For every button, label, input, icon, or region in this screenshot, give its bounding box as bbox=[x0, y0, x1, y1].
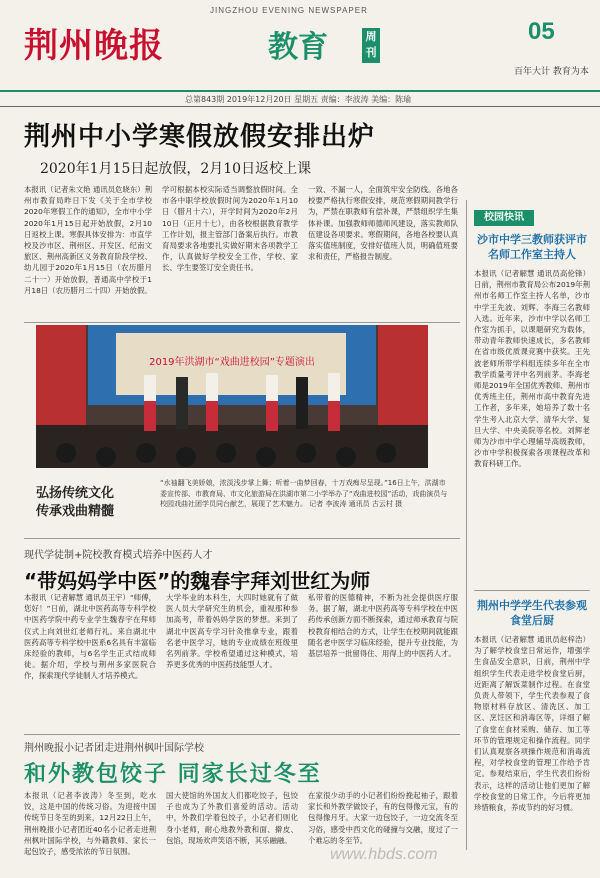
top-rule bbox=[0, 90, 600, 92]
story2-column-3: 私带着的医德精神，不断为社会提供医疗服务。据了解，湖北中医药高等专科学校在中医药传承创新方面不断探索，通过师承教育与院校教育相结合的方式，让学生在校期间就能跟随名老中医学习临床经验，提升专业技能，为基层培养一批留得住、用得上的中医药人才。 bbox=[308, 593, 458, 659]
sidebar-story1-body: 本报讯（记者解慧 通讯员高伦锋）日前，荆州市教育局公布2019年荆州市名师工作室主持人名单，沙市中学王先波、刘辉、李海三名教师入选。近年来，沙市中学以名师工作室为抓手，以课题研究为载体，带动青年教师快速成长，多名教师在省市级优质课竞赛中获奖。王先波老师所带学科组连续多年在全市教学质量考评中名列前茅。李海老师是2019年全国优秀教师、荆州市优秀班主任，荆州市高中教育先进工作者，多年来，她培养了数十名学生考入北京大学、清华大学、复旦大学、中央美院等名校。刘辉老师为沙市中学心理辅导高级教师，沙市中学积极探索各项课程改革和教育科研工作。 bbox=[474, 269, 590, 469]
section-slogan: 百年大计 教育为本 bbox=[514, 67, 589, 77]
paper-english-name: JINGZHOU EVENING NEWSPAPER bbox=[210, 6, 368, 15]
story2-title: “带妈妈学中医”的魏春宇拜刘世红为师 bbox=[24, 569, 371, 593]
sidebar-story2-body: 本报讯（记者解慧 通讯员赵梓浩）为了解学校食堂日常运作，增强学生食品安全意识，日前，荆州中学组织学生代表走进学校食堂后厨，近距离了解饭菜制作过程。在食堂负责人带领下，学生代表参观了食物原材料存放区、清洗区、加工区、烹饪区和消毒区等，详细了解了食堂在食材采购、储存、加工等环节的管理规定和操作流程。同学们认真观察各项操作规范和消毒流程，对学校食堂的管理工作给予肯定。参观结束后，学生代表们纷纷表示，这样的活动让他们更加了解学校食堂的日常工作，今后将更加珍惜粮食，养成节约的好习惯。 bbox=[474, 635, 590, 813]
lead-subhead: 2020年1月15日起放假，2月10日返校上课 bbox=[40, 161, 312, 177]
sidebar-story1-title: 沙市中学三教师获评市名师工作室主持人 bbox=[477, 233, 587, 261]
campus-news-tag: 校园快讯 bbox=[474, 210, 534, 226]
stage-banner-text: 2019年洪湖市“戏曲进校园”专题演出 bbox=[149, 357, 315, 368]
info-rule bbox=[0, 106, 600, 107]
story3-top-rule bbox=[24, 734, 460, 735]
photo-caption-title-text: 弘扬传统文化 传承戏曲精髓 bbox=[36, 486, 115, 519]
section-subtitle: 周刊 bbox=[362, 28, 380, 63]
sidebar-story-divider bbox=[474, 590, 590, 591]
story3-kicker: 荆州晚报小记者团走进荆州枫叶国际学校 bbox=[24, 743, 204, 754]
lead-headline: 荆州中小学寒假放假安排出炉 bbox=[24, 122, 376, 152]
lead-column-2: 学可根据本校实际适当调整放假时间。全市各中职学校放假时间为2020年1月10日（腊月十六），开学时间为2020年2月10日（正月十七），由各校根据教育教学工作计划，报主管部门备案后执行。市教育局要求各地要扎实做好期末各项教学工作，认真做好学校安全工作，学校、家长、学生要签订安全责任书。 bbox=[162, 185, 298, 273]
photo-top-rule bbox=[24, 322, 460, 323]
story2-column-1: 本报讯（记者解慧 通讯员王宇）“师傅，您好！”日前，湖北中医药高等专科学校中医药学院中药专业学生魏春宇在拜师仪式上向刘世红老师行礼。来自湖北中医药高等专科学校中医系6名具有丰富临床经验的教师，与6名学生正式结成师徒。据介绍，学校与荆州多家医院合作，探索现代学徒制人才培养模式。 bbox=[24, 593, 156, 681]
story3-column-1: 本报讯（记者李波涛）冬至到，吃水饺，这是中国的传统习俗。为迎接中国传统节日冬至的到来，12月22日上午，荆州晚报小记者团近40名小记者走进荆州枫叶国际学校，与外籍教师、家长一起包饺子，感受浓浓的节日氛围。 bbox=[24, 791, 156, 857]
story2-top-rule bbox=[24, 538, 460, 539]
sidebar-divider bbox=[466, 200, 467, 850]
section-title: 教育 bbox=[268, 30, 328, 65]
lead-column-1: 本报讯（记者朱文艳 通讯员危晓东）荆州市教育局昨日下发《关于全市学校2020年寒假工作的通知》，全市中小学2020年1月15日起开始放假，2月10日返校上课。寒假具体安排为：市直学校及沙市区、荆州区、开发区、纪南文旅区、荆州高新区义务教育阶段学校、幼儿园于2020年1月15日（农历腊月二十一）开始放假，普通高中学校于1月18日（农历腊月二十四）开始放假。 bbox=[24, 185, 152, 295]
photo-caption: “水袖翻飞美娇娘，浓淡浅步掌上舞；听着一曲梦回春，十万戏痴尽呈现。”16日上午，洪湖市委宣传部、市教育局、市文化旅游局在洪湖市第二小学举办了“戏曲进校园”活动，戏曲演员与校园戏曲社团学员同台献艺，展现了艺术魅力。 记者 李波涛 通讯员 古云村 摄 bbox=[160, 479, 448, 508]
story3-column-3: 在家很少动手的小记者们纷纷挽起袖子，跟着家长和外教学做饺子，有的包得像元宝，有的包得像月牙。大家一边包饺子，一边交流冬至习俗，感受中西文化的碰撞与交融，度过了一个难忘的冬至节。 bbox=[308, 791, 458, 845]
site-watermark: www.hbds.com bbox=[330, 846, 438, 863]
story3-title: 和外教包饺子 同家长过冬至 bbox=[24, 762, 322, 787]
lead-column-3: 一致、不漏一人，全面筑牢安全防线。各地各校要严格执行寒假安排，规范寒假期间教学行为，严禁在职教师有偿补课，严禁组织学生集体补课。加强教师师德师风建设，落实教师队伍建设各项要求。寒假期间，各地各校要认真落实值班制度，安排好值班人员，明确值班要求和责任，严格报告制度。 bbox=[308, 185, 458, 262]
sidebar-story2-title: 荆州中学学生代表参观食堂后厨 bbox=[477, 599, 587, 627]
photo-caption-title bbox=[36, 485, 114, 521]
page-number: 05 bbox=[528, 18, 555, 45]
issue-info: 总第843期 2019年12月20日 星期五 责编：李波涛 美编：陈瑜 bbox=[185, 95, 412, 104]
stage-illustration bbox=[36, 325, 428, 468]
newspaper-logo: 荆州晚报 bbox=[24, 26, 164, 66]
story3-column-2: 国大使馆的外国友人们都吃饺子，包饺子也成为了外教们喜爱的活动。活动中，外教们学着包饺子，小记者们则化身小老师，耐心地教外教和面、擀皮、包馅，现场欢声笑语不断，其乐融融。 bbox=[166, 791, 298, 845]
story2-kicker: 现代学徒制+院校教育模式培养中医药人才 bbox=[24, 550, 213, 561]
story2-column-2: 大学毕业的本科生，大四时她就有了做医人员大学研究生的机会，重视那种参加高考，带着妈妈学医的梦想。来到了湖北中医高专学习针灸推拿专业，跟着名老中医学习，她的专业成绩在班级里名列前茅。学校希望通过这种模式，培养更多优秀的中医药技能型人才。 bbox=[166, 593, 298, 670]
opera-performance-photo bbox=[36, 325, 428, 468]
